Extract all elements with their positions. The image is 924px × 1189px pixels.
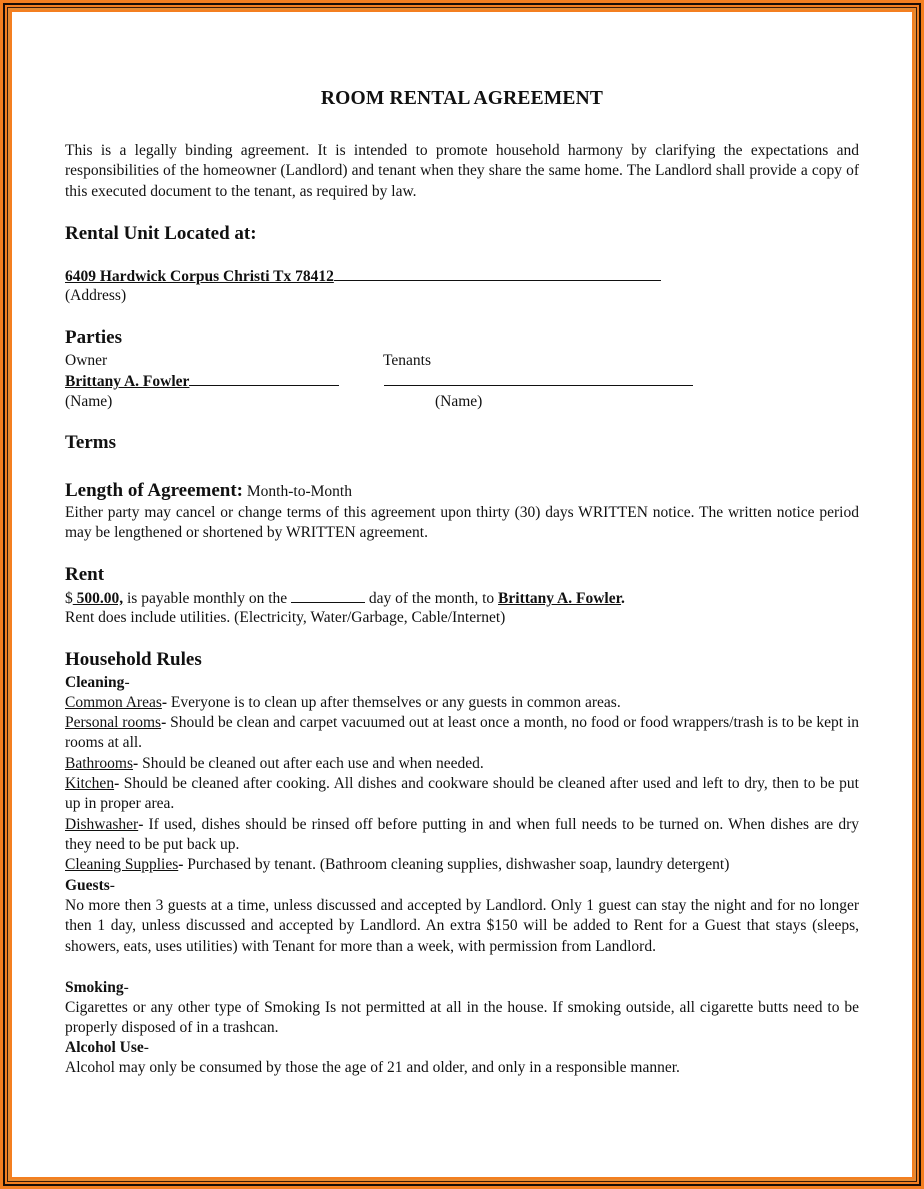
address-fill-line — [334, 266, 661, 281]
household-rules-heading: Household Rules — [65, 649, 202, 670]
rent-line — [65, 588, 859, 609]
length-value: Month-to-Month — [246, 483, 352, 500]
cleaning-item-text: Should be cleaned out after each use and when needed. — [138, 755, 484, 772]
dash: - — [133, 755, 139, 772]
address-label: (Address) — [65, 287, 127, 304]
cleaning-item-text: Should be cleaned after cooking. All dishes and cookware should be cleaned after used and left to dry, then to be put up in proper area. — [65, 775, 859, 813]
owner-label: Owner — [65, 352, 108, 369]
rent-amount: 500.00, — [72, 590, 124, 607]
rent-text: is payable monthly on the — [123, 590, 292, 607]
rent-heading: Rent — [65, 564, 105, 585]
owner-name-label: (Name) — [65, 393, 113, 410]
dash: - — [123, 979, 129, 996]
address-line — [65, 266, 859, 287]
parties-heading: Parties — [65, 327, 122, 348]
length-label: Length of Agreement: — [65, 480, 244, 501]
length-of-agreement — [65, 481, 859, 502]
alcohol-text: Alcohol may only be consumed by those the age of 21 and older, and only in a responsible manner. — [65, 1059, 680, 1076]
alcohol-label: Alcohol Use — [65, 1039, 144, 1056]
guests-text: No more then 3 guests at a time, unless discussed and accepted by Landlord. Only 1 guest can stay the night and for no longer then 1 day, unless discussed and accepted by Landlord. An extra $150 will be added to Rent for a Guest that stays (sleeps, showers, eats, uses utilities) with Tenant for more than a week, with permission from Landlord. — [65, 897, 859, 955]
dash: - — [178, 856, 184, 873]
owner-fill-line — [189, 371, 339, 386]
dash: - — [124, 674, 130, 691]
dash: - — [114, 775, 120, 792]
tenants-label: Tenants — [383, 352, 431, 369]
cleaning-item-text: Everyone is to clean up after themselves or any guests in common areas. — [167, 694, 621, 711]
cleaning-item-label: Personal rooms — [65, 714, 162, 731]
cleaning-item-text: Purchased by tenant. (Bathroom cleaning supplies, dishwasher soap, laundry detergent) — [183, 856, 730, 873]
rent-payee: Brittany A. Fowler — [498, 590, 622, 607]
rental-unit-heading: Rental Unit Located at: — [65, 223, 257, 244]
cleaning-item — [65, 815, 859, 856]
cleaning-item — [65, 774, 859, 815]
document-page — [12, 12, 912, 1177]
cleaning-item-label: Cleaning Supplies — [65, 856, 179, 873]
tenant-name-line — [384, 371, 693, 392]
dash: - — [109, 877, 115, 894]
dash: - — [138, 816, 144, 833]
guests-label: Guests — [65, 877, 110, 894]
rent-text-2: day of the month, to — [365, 590, 499, 607]
dash: - — [161, 694, 168, 711]
rent-period: . — [621, 590, 625, 607]
tenant-name-field — [384, 371, 693, 386]
cleaning-item — [65, 754, 859, 774]
cleaning-item — [65, 693, 859, 713]
alcohol-heading — [65, 1038, 859, 1058]
terms-heading: Terms — [65, 432, 117, 453]
cleaning-heading — [65, 673, 859, 693]
rent-currency: $ — [65, 590, 73, 607]
cleaning-label: Cleaning — [65, 674, 125, 691]
tenant-name-label: (Name) — [435, 393, 483, 410]
cleaning-item — [65, 713, 859, 754]
cleaning-item-label: Common Areas — [65, 694, 162, 711]
cleaning-item-label: Dishwasher — [65, 816, 139, 833]
cleaning-item-label: Kitchen — [65, 775, 115, 792]
dash: - — [161, 714, 167, 731]
cleaning-item-label: Bathrooms — [65, 755, 134, 772]
cleaning-item — [65, 855, 859, 875]
rent-utilities: Rent does include utilities. (Electricity, Water/Garbage, Cable/Internet) — [65, 609, 506, 626]
guests-heading — [65, 876, 859, 896]
smoking-heading — [65, 978, 859, 998]
smoking-text: Cigarettes or any other type of Smoking Is not permitted at all in the house. If smoking outside, all cigarette butts need to be properly disposed of in a trashcan. — [65, 999, 859, 1037]
owner-name: Brittany A. Fowler — [65, 373, 190, 390]
dash: - — [143, 1039, 149, 1056]
owner-name-line — [65, 371, 339, 392]
length-text: Either party may cancel or change terms of this agreement upon thirty (30) days WRITTEN notice. The written notice period may be lengthened or shortened by WRITTEN agreement. — [65, 504, 859, 542]
cleaning-item-text: Should be clean and carpet vacuumed out at least once a month, no food or food wrappers/trash is to be kept in rooms at all. — [65, 714, 859, 752]
address-value: 6409 Hardwick Corpus Christi Tx 78412 — [65, 268, 334, 285]
rent-day-field — [291, 588, 365, 603]
intro-paragraph: This is a legally binding agreement. It is intended to promote household harmony by clarifying the expectations and responsibilities of the homeowner (Landlord) and tenant when they share the same home. The Landlord shall provide a copy of this executed document to the tenant, as required by law. — [65, 142, 859, 200]
smoking-label: Smoking — [65, 979, 124, 996]
cleaning-item-text: If used, dishes should be rinsed off before putting in and when full needs to be turned on. When dishes are dry they need to be put back up. — [65, 816, 859, 854]
document-title: ROOM RENTAL AGREEMENT — [320, 88, 604, 109]
